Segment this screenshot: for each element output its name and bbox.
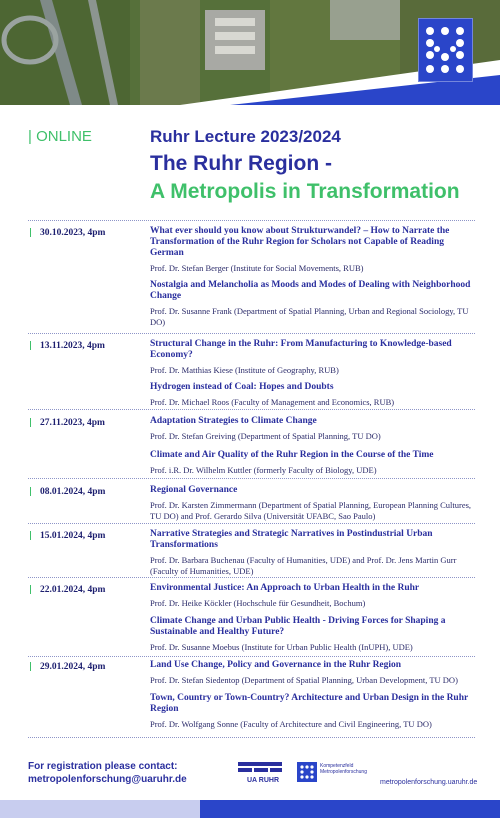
talk [150,226,475,274]
page-title-line1: The Ruhr Region - [150,152,332,175]
session-date: 30.10.2023, 4pm [40,228,106,238]
talk [150,416,475,442]
session-date: 27.11.2023, 4pm [40,418,105,428]
talk [150,450,475,476]
divider [28,523,475,524]
talk-title: Land Use Change, Policy and Governance in the Ruhr Region [150,660,402,670]
kompetenzfeld-label: Kompetenzfeld Metropolenforschung [320,763,367,775]
talk-title: Environmental Justice: An Approach to Urban Health in the Ruhr [150,583,420,593]
talk-title: Town, Country or Town-Country? Architecture and Urban Design in the Ruhr Region [150,693,469,714]
bottom-band-light-segment [0,800,200,818]
talk-title: Structural Change in the Ruhr: From Manufacturing to Knowledge-based Economy? [150,339,452,360]
talk-speaker: Prof. Dr. Susanne Moebus (Institute for Urban Public Health (InUPH), UDE) [150,642,413,652]
registration-contact [28,760,187,786]
session-marker [30,418,31,427]
registration-email-link[interactable]: metropolenforschung@uaruhr.de [28,774,187,785]
talk-title: Climate Change and Urban Public Health - Driving Forces for Shaping a Sustainable and Healthy Future? [150,616,446,637]
logo-dot-pattern-icon [419,19,472,81]
registration-label: For registration please contact: [28,761,178,772]
talk-speaker: Prof. Dr. Matthias Kiese (Institute of Geography, RUB) [150,365,339,375]
session-date: 29.01.2024, 4pm [40,662,106,672]
talk-speaker: Prof. Dr. Stefan Berger (Institute for Social Movements, RUB) [150,263,364,273]
website-link[interactable]: metropolenforschung.uaruhr.de [380,779,478,786]
talk-speaker: Prof. Dr. Stefan Siedentop (Department of Spatial Planning, Urban Development, TU DO) [150,675,458,685]
divider [28,333,475,334]
session-marker [30,341,31,350]
talk-speaker: Prof. Dr. Heike Köckler (Hochschule für Gesundheit, Bochum) [150,598,366,608]
talk-title: Narrative Strategies and Strategic Narratives in Postindustrial Urban Transformations [150,529,433,550]
talk [150,693,475,730]
session-marker [30,228,31,237]
talk [150,485,475,522]
session-date: 15.01.2024, 4pm [40,531,106,541]
talk-speaker: Prof. Dr. Barbara Buchenau (Faculty of Humanities, UDE) and Prof. Dr. Jens Martin Gurr (Faculty of Humanities, UDE) [150,555,457,576]
talk-title: Adaptation Strategies to Climate Change [150,416,317,426]
session-date: 13.11.2023, 4pm [40,341,105,351]
talk-title: Regional Governance [150,485,238,495]
session-marker [30,662,31,671]
talk-speaker: Prof. Dr. Susanne Frank (Department of Spatial Planning, Urban and Regional Sociology, TU DO) [150,306,469,327]
talk [150,660,475,686]
talk-speaker: Prof. Dr. Stefan Greiving (Department of Spatial Planning, TU DO) [150,431,381,441]
session-date: 08.01.2024, 4pm [40,487,106,497]
talk-speaker: Prof. i.R. Dr. Wilhelm Kuttler (formerly Faculty of Biology, UDE) [150,465,377,475]
talk [150,339,475,376]
session-marker [30,487,31,496]
talk [150,529,475,577]
divider [28,478,475,479]
talk-title: What ever should you know about Strukturwandel? – How to Narrate the Transformation of the Ruhr Region for Scholars not Capable of Reading German [150,226,450,258]
kompetenzfeld-logo [297,762,317,782]
talk [150,583,475,609]
divider [28,220,475,221]
talk-speaker: Prof. Dr. Michael Roos (Faculty of Management and Economics, RUB) [150,397,395,407]
talk-title: Climate and Air Quality of the Ruhr Region in the Course of the Time [150,450,434,460]
talk-speaker: Prof. Dr. Wolfgang Sonne (Faculty of Architecture and Civil Engineering, TU DO) [150,719,432,729]
ua-ruhr-label: UA RUHR [247,777,280,784]
session-marker [30,531,31,540]
kompetenzfeld-dot-icon [297,762,317,782]
divider [28,409,475,410]
talk-speaker: Prof. Dr. Karsten Zimmermann (Department of Spatial Planning, European Planning Cultures, TU DO) and Prof. Gerardo Silva (Universität UFABC, Sao Paulo) [150,500,472,521]
talk-title: Nostalgia and Melancholia as Moods and Modes of Dealing with Neighborhood Change [150,280,471,301]
lecture-series-title: Ruhr Lecture 2023/2024 [150,127,341,146]
talk [150,616,475,653]
talk-title: Hydrogen instead of Coal: Hopes and Doubts [150,382,334,392]
session-marker [30,585,31,594]
divider [28,737,475,738]
page-title-line2: A Metropolis in Transformation [150,180,460,203]
talk [150,280,475,328]
online-label: | ONLINE [28,128,92,145]
bottom-color-band [0,800,500,818]
session-date: 22.01.2024, 4pm [40,585,106,595]
ruhr-lecture-logo [418,18,473,82]
divider [28,577,475,578]
hero-aerial-image [0,0,500,105]
talk [150,382,475,408]
divider [28,656,475,657]
